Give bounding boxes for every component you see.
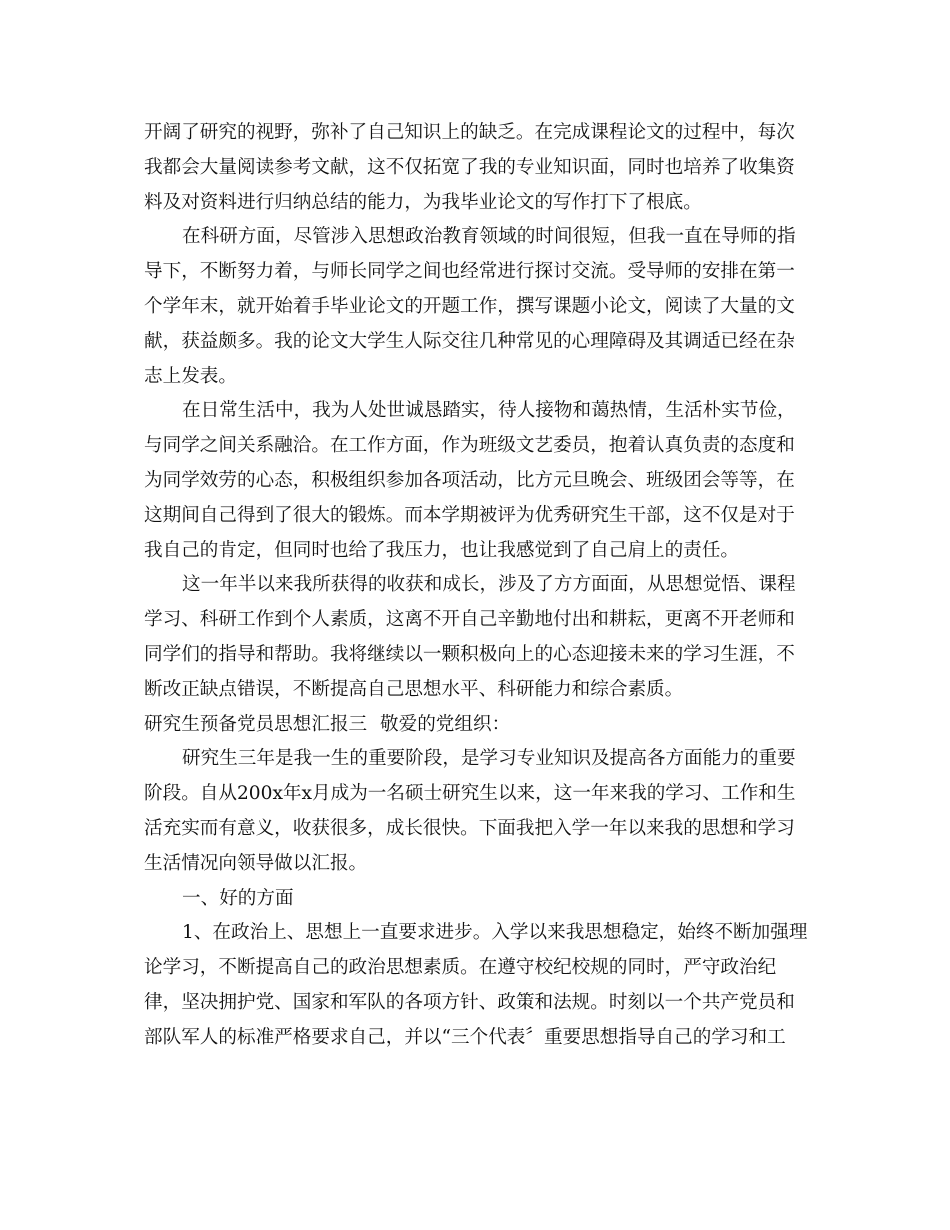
text-line: 献，获益颇多。我的论文大学生人际交往几种常见的心理障碍及其调适已经在杂 <box>144 330 795 352</box>
text-line: 这期间自己得到了很大的锻炼。而本学期被评为优秀研究生干部，这不仅是对于 <box>144 504 795 526</box>
text-line: 料及对资料进行归纳总结的能力，为我毕业论文的写作打下了根底。 <box>144 191 702 213</box>
text-line: 1、在政治上、思想上一直要求进步。入学以来我思想稳定，始终不断加强理 <box>182 922 808 944</box>
heading-title: 研究生预备党员思想汇报三 <box>144 713 368 735</box>
text-line: 与同学之间关系融洽。在工作方面，作为班级文艺委员，抱着认真负责的态度和 <box>144 435 795 457</box>
text-line: 在日常生活中，我为人处世诚恳踏实，待人接物和蔼热情，生活朴实节俭， <box>182 400 796 422</box>
text-line: 生活情况向领导做以汇报。 <box>144 852 368 874</box>
subheading: 一、好的方面 <box>182 887 294 909</box>
text-line: 律，坚决拥护党、国家和军队的各项方针、政策和法规。时刻以一个共产党员和 <box>144 991 795 1013</box>
text-line: 我自己的肯定，但同时也给了我压力，也让我感觉到了自己肩上的责任。 <box>144 539 740 561</box>
document-body <box>144 116 814 1056</box>
text-line: 这一年半以来我所获得的收获和成长，涉及了方方面面，从思想觉悟、课程 <box>182 574 796 596</box>
text-line: 导下，不断努力着，与师长同学之间也经常进行探讨交流。受导师的安排在第一 <box>144 261 795 283</box>
text-line: 在科研方面，尽管涉入思想政治教育领域的时间很短，但我一直在导师的指 <box>182 226 796 248</box>
text-line: 部队军人的标准严格要求自己，并以“三个代表〞重要思想指导自己的学习和工 <box>144 1026 786 1048</box>
text-line: 活充实而有意义，收获很多，成长很快。下面我把入学一年以来我的思想和学习 <box>144 817 795 839</box>
section-heading <box>144 708 814 743</box>
text-line: 开阔了研究的视野，弥补了自己知识上的缺乏。在完成课程论文的过程中，每次 <box>144 122 795 143</box>
text-line: 志上发表。 <box>144 365 237 387</box>
text-line: 论学习，不断提高自己的政治思想素质。在遵守校纪校规的同时，严守政治纪 <box>144 957 777 979</box>
text-line: 阶段。自从200x年x月成为一名硕士研究生以来，这一年来我的学习、工作和生 <box>144 783 796 805</box>
text-line: 个学年末，就开始着手毕业论文的开题工作，撰写课题小论文，阅读了大量的文 <box>144 295 795 317</box>
text-line: 断改正缺点错误，不断提高自己思想水平、科研能力和综合素质。 <box>144 678 684 700</box>
text-line: 研究生三年是我一生的重要阶段，是学习专业知识及提高各方面能力的重要 <box>182 748 796 770</box>
text-line: 同学们的指导和帮助。我将继续以一颗积极向上的心态迎接未来的学习生涯，不 <box>144 643 795 665</box>
text-line: 为同学效劳的心态，积极组织参加各项活动，比方元旦晚会、班级团会等等，在 <box>144 469 795 491</box>
text-line: 我都会大量阅读参考文献，这不仅拓宽了我的专业知识面，同时也培养了收集资 <box>144 156 795 178</box>
heading-salutation: 敬爱的党组织： <box>380 713 511 735</box>
text-line: 学习、科研工作到个人素质，这离不开自己辛勤地付出和耕耘，更离不开老师和 <box>144 609 795 631</box>
